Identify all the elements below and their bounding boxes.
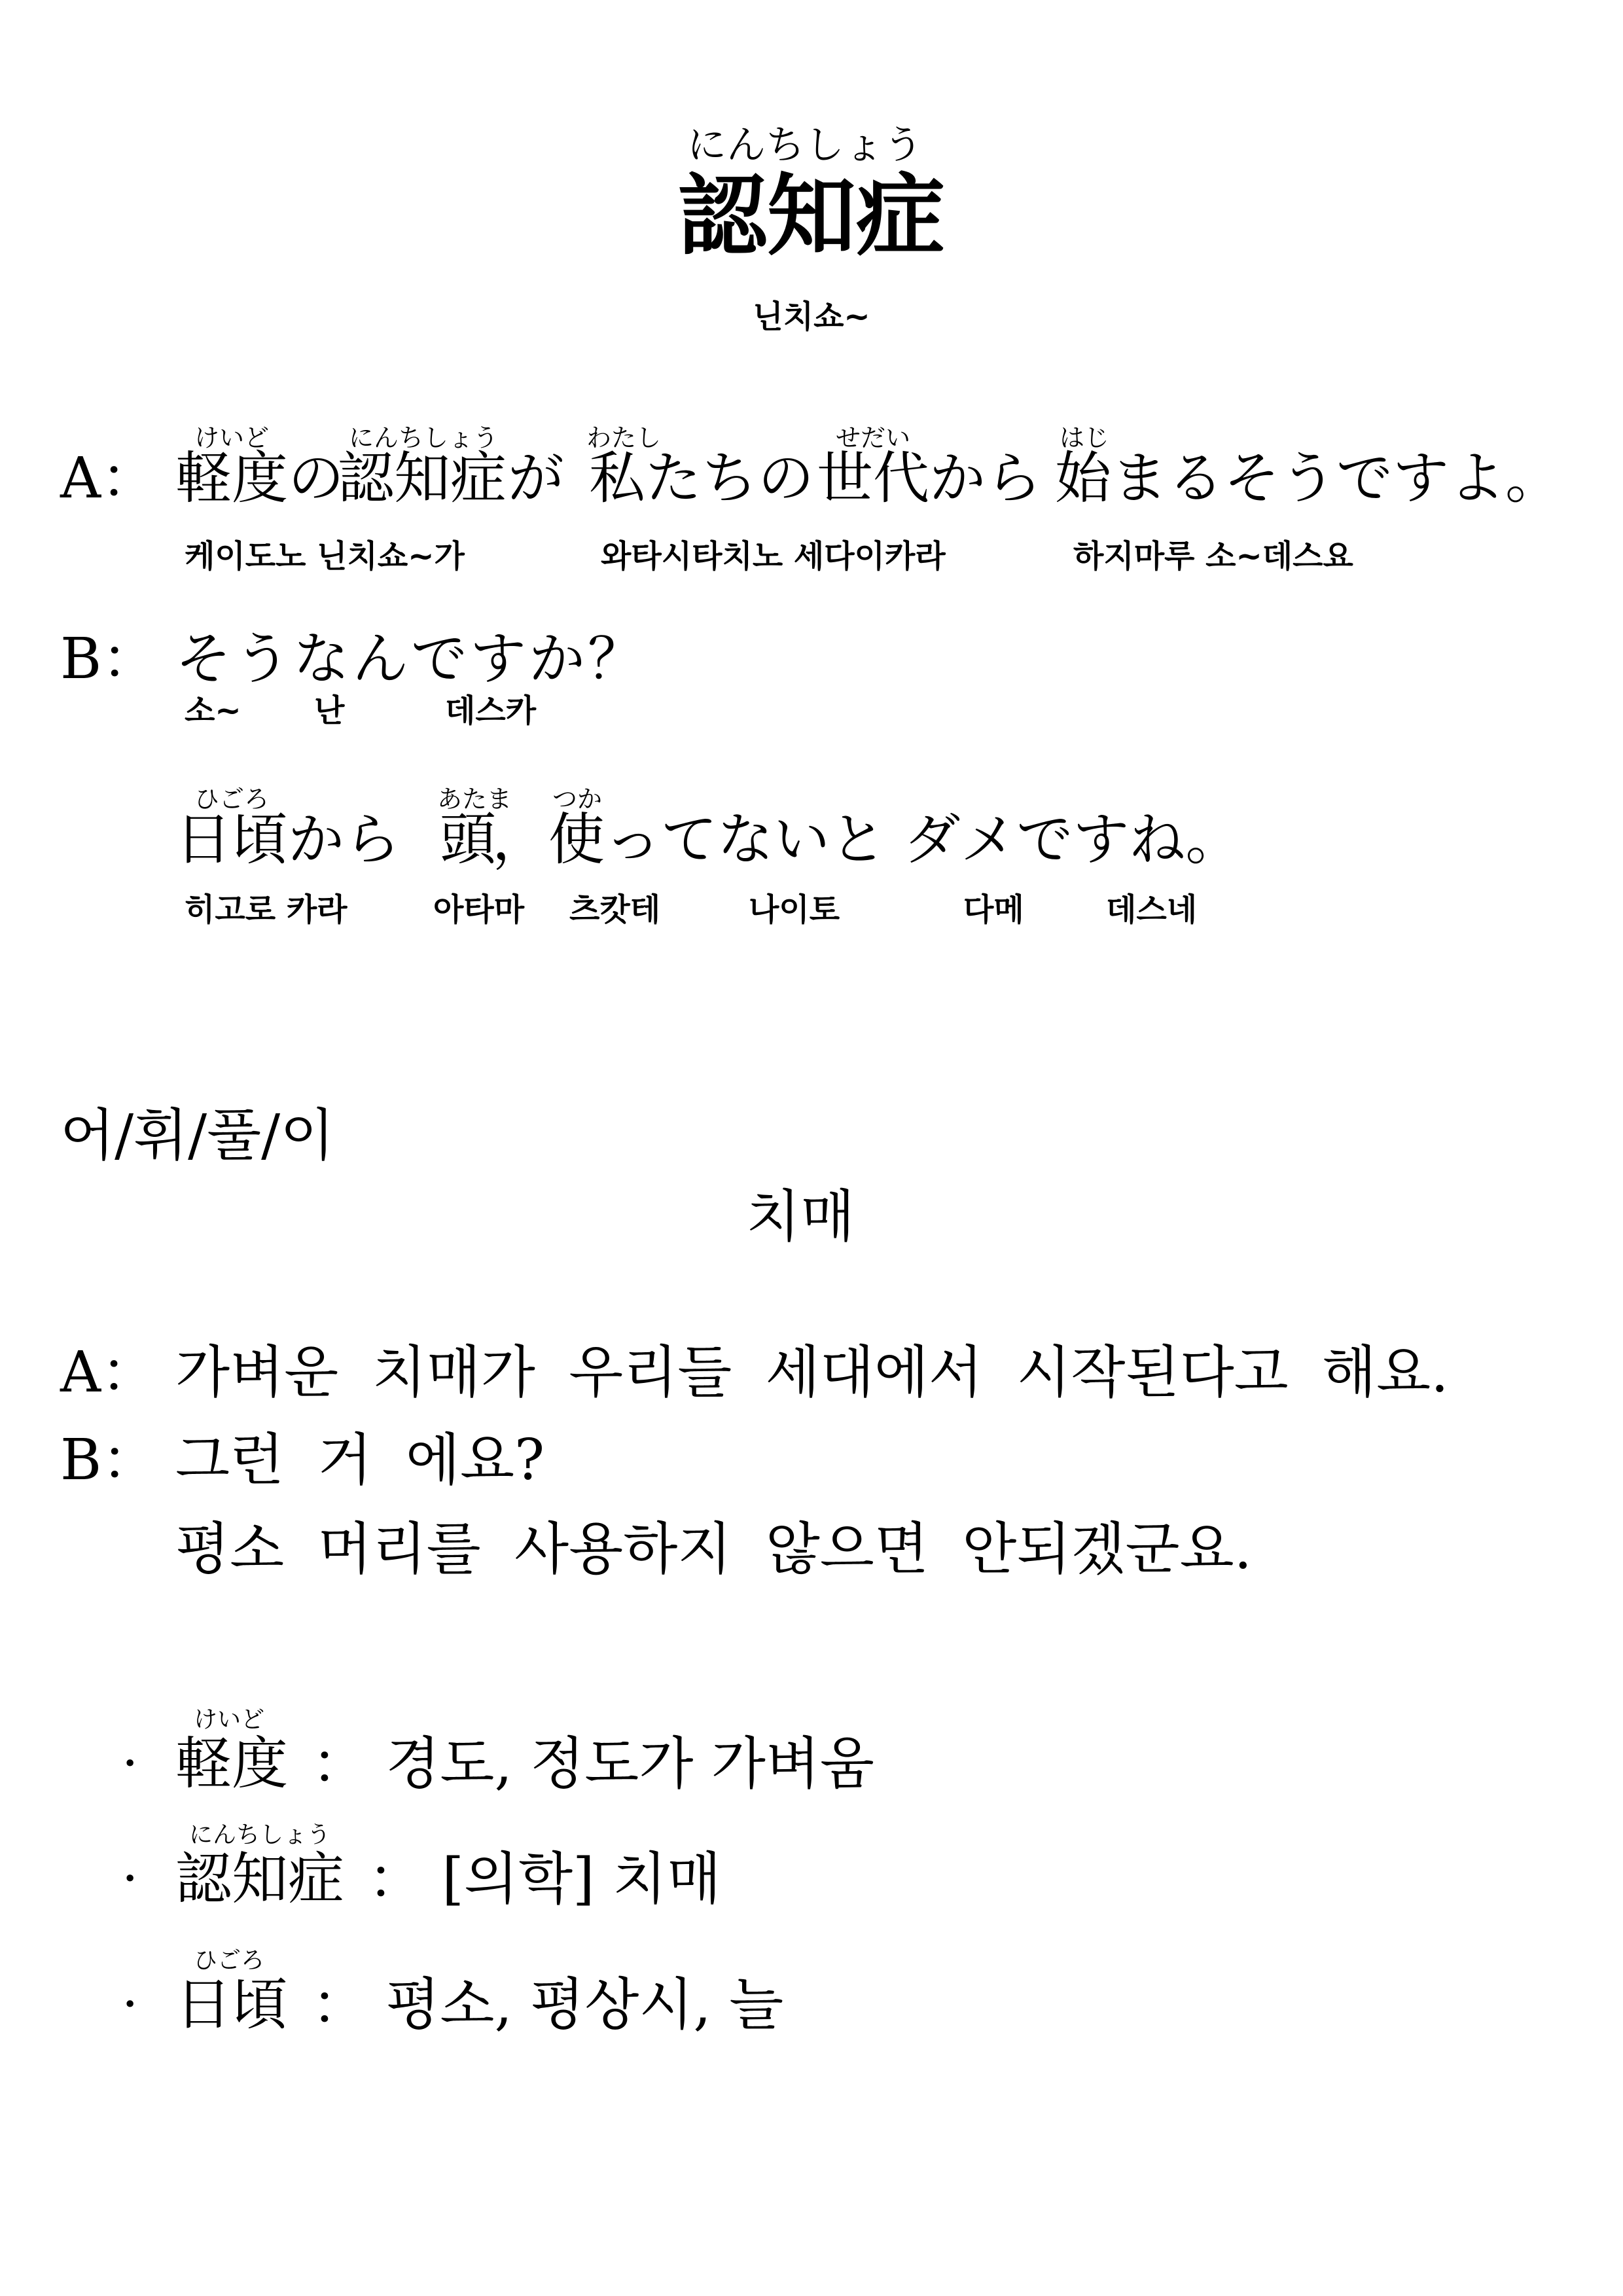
furigana-haji: はじ <box>1059 423 1109 452</box>
vocab-subtitle: 치매 <box>746 1184 855 1249</box>
korean-reading: 츠캇테 <box>569 891 661 928</box>
translation-line: 평소 머리를 사용하지 않으면 안되겠군요. <box>175 1516 1252 1582</box>
page-title: 認知症 <box>678 164 945 268</box>
korean-reading: 소~ <box>185 692 241 729</box>
korean-reading: 난 <box>314 692 345 729</box>
speaker-a-label: A： <box>60 446 158 511</box>
korean-reading: 케이도노 닌치쇼~가 <box>185 538 465 575</box>
vocab-meaning: ： 평소, 평상시, 늘 <box>312 1972 784 2037</box>
korean-reading: 데스카 <box>445 692 537 729</box>
jp-text-watashi: 私 <box>589 446 645 511</box>
furigana-tsuka: つか <box>552 785 602 814</box>
furigana-ninchisho: にんちしょう <box>348 423 498 452</box>
vocab-meaning: ： 경도, 정도가 가벼움 <box>312 1731 874 1797</box>
jp-text: そうなんですか？ <box>175 626 647 692</box>
jp-text-tsuka: 使 <box>548 807 605 872</box>
vocab-furigana: けいど <box>193 1706 264 1733</box>
jp-text: たちの <box>645 446 814 511</box>
vocab-meaning: ： [의학] 치매 <box>368 1846 722 1912</box>
jp-text-keido: 軽度 <box>175 446 288 511</box>
vocab-word: 日頃 <box>175 1972 288 2037</box>
jp-text: の <box>288 446 344 511</box>
jp-text: まるそうですよ。 <box>1111 446 1561 511</box>
jp-text: ， <box>492 807 548 872</box>
jp-text-haji: 始 <box>1055 446 1111 511</box>
korean-reading: 데스네 <box>1106 891 1198 928</box>
title-furigana: にんちしょう <box>687 122 923 168</box>
furigana-higoro: ひごろ <box>194 785 269 814</box>
furigana-keido: けいど <box>194 423 269 452</box>
vocab-furigana: ひごろ <box>193 1947 264 1974</box>
korean-reading: 다메 <box>963 891 1024 928</box>
speaker-b-label: B： <box>60 1427 158 1493</box>
korean-reading: 히고로 카라 <box>185 891 348 928</box>
korean-reading: 나이토 <box>749 891 840 928</box>
korean-reading: 하지마루 소~데스요 <box>1073 538 1353 575</box>
vocab-word: 認知症 <box>175 1846 344 1912</box>
translation-line: 가벼운 치매가 우리들 세대에서 시작된다고 해요. <box>175 1340 1449 1405</box>
furigana-sedai: せだい <box>835 423 910 452</box>
jp-text-ninchisho: 認知症 <box>338 446 507 511</box>
vocab-heading: 어/휘/풀/이 <box>60 1103 335 1168</box>
speaker-a-label: A： <box>60 1340 158 1405</box>
jp-text: から <box>929 446 1042 511</box>
korean-reading: 와타시타치노 세다이카라 <box>601 538 946 575</box>
jp-text: が <box>508 446 564 511</box>
vocab-furigana: にんちしょう <box>188 1821 330 1848</box>
list-bullet: · <box>122 1848 139 1909</box>
vocab-word: 軽度 <box>175 1731 288 1797</box>
list-bullet: · <box>122 1973 139 2034</box>
furigana-atama: あたま <box>437 785 512 814</box>
jp-text: ってないと ダメですね。 <box>605 807 1242 872</box>
furigana-watashi: わたし <box>586 423 662 452</box>
list-bullet: · <box>122 1732 139 1793</box>
korean-reading: 아타마 <box>433 891 525 928</box>
jp-text-sedai: 世代 <box>817 446 929 511</box>
jp-text-atama: 頭 <box>440 807 496 872</box>
title-korean-reading: 닌치쇼~ <box>753 298 870 335</box>
speaker-b-label: B： <box>60 626 158 692</box>
jp-text: から <box>288 807 401 872</box>
translation-line: 그런 거 에요? <box>175 1427 545 1493</box>
jp-text-higoro: 日頃 <box>175 807 288 872</box>
